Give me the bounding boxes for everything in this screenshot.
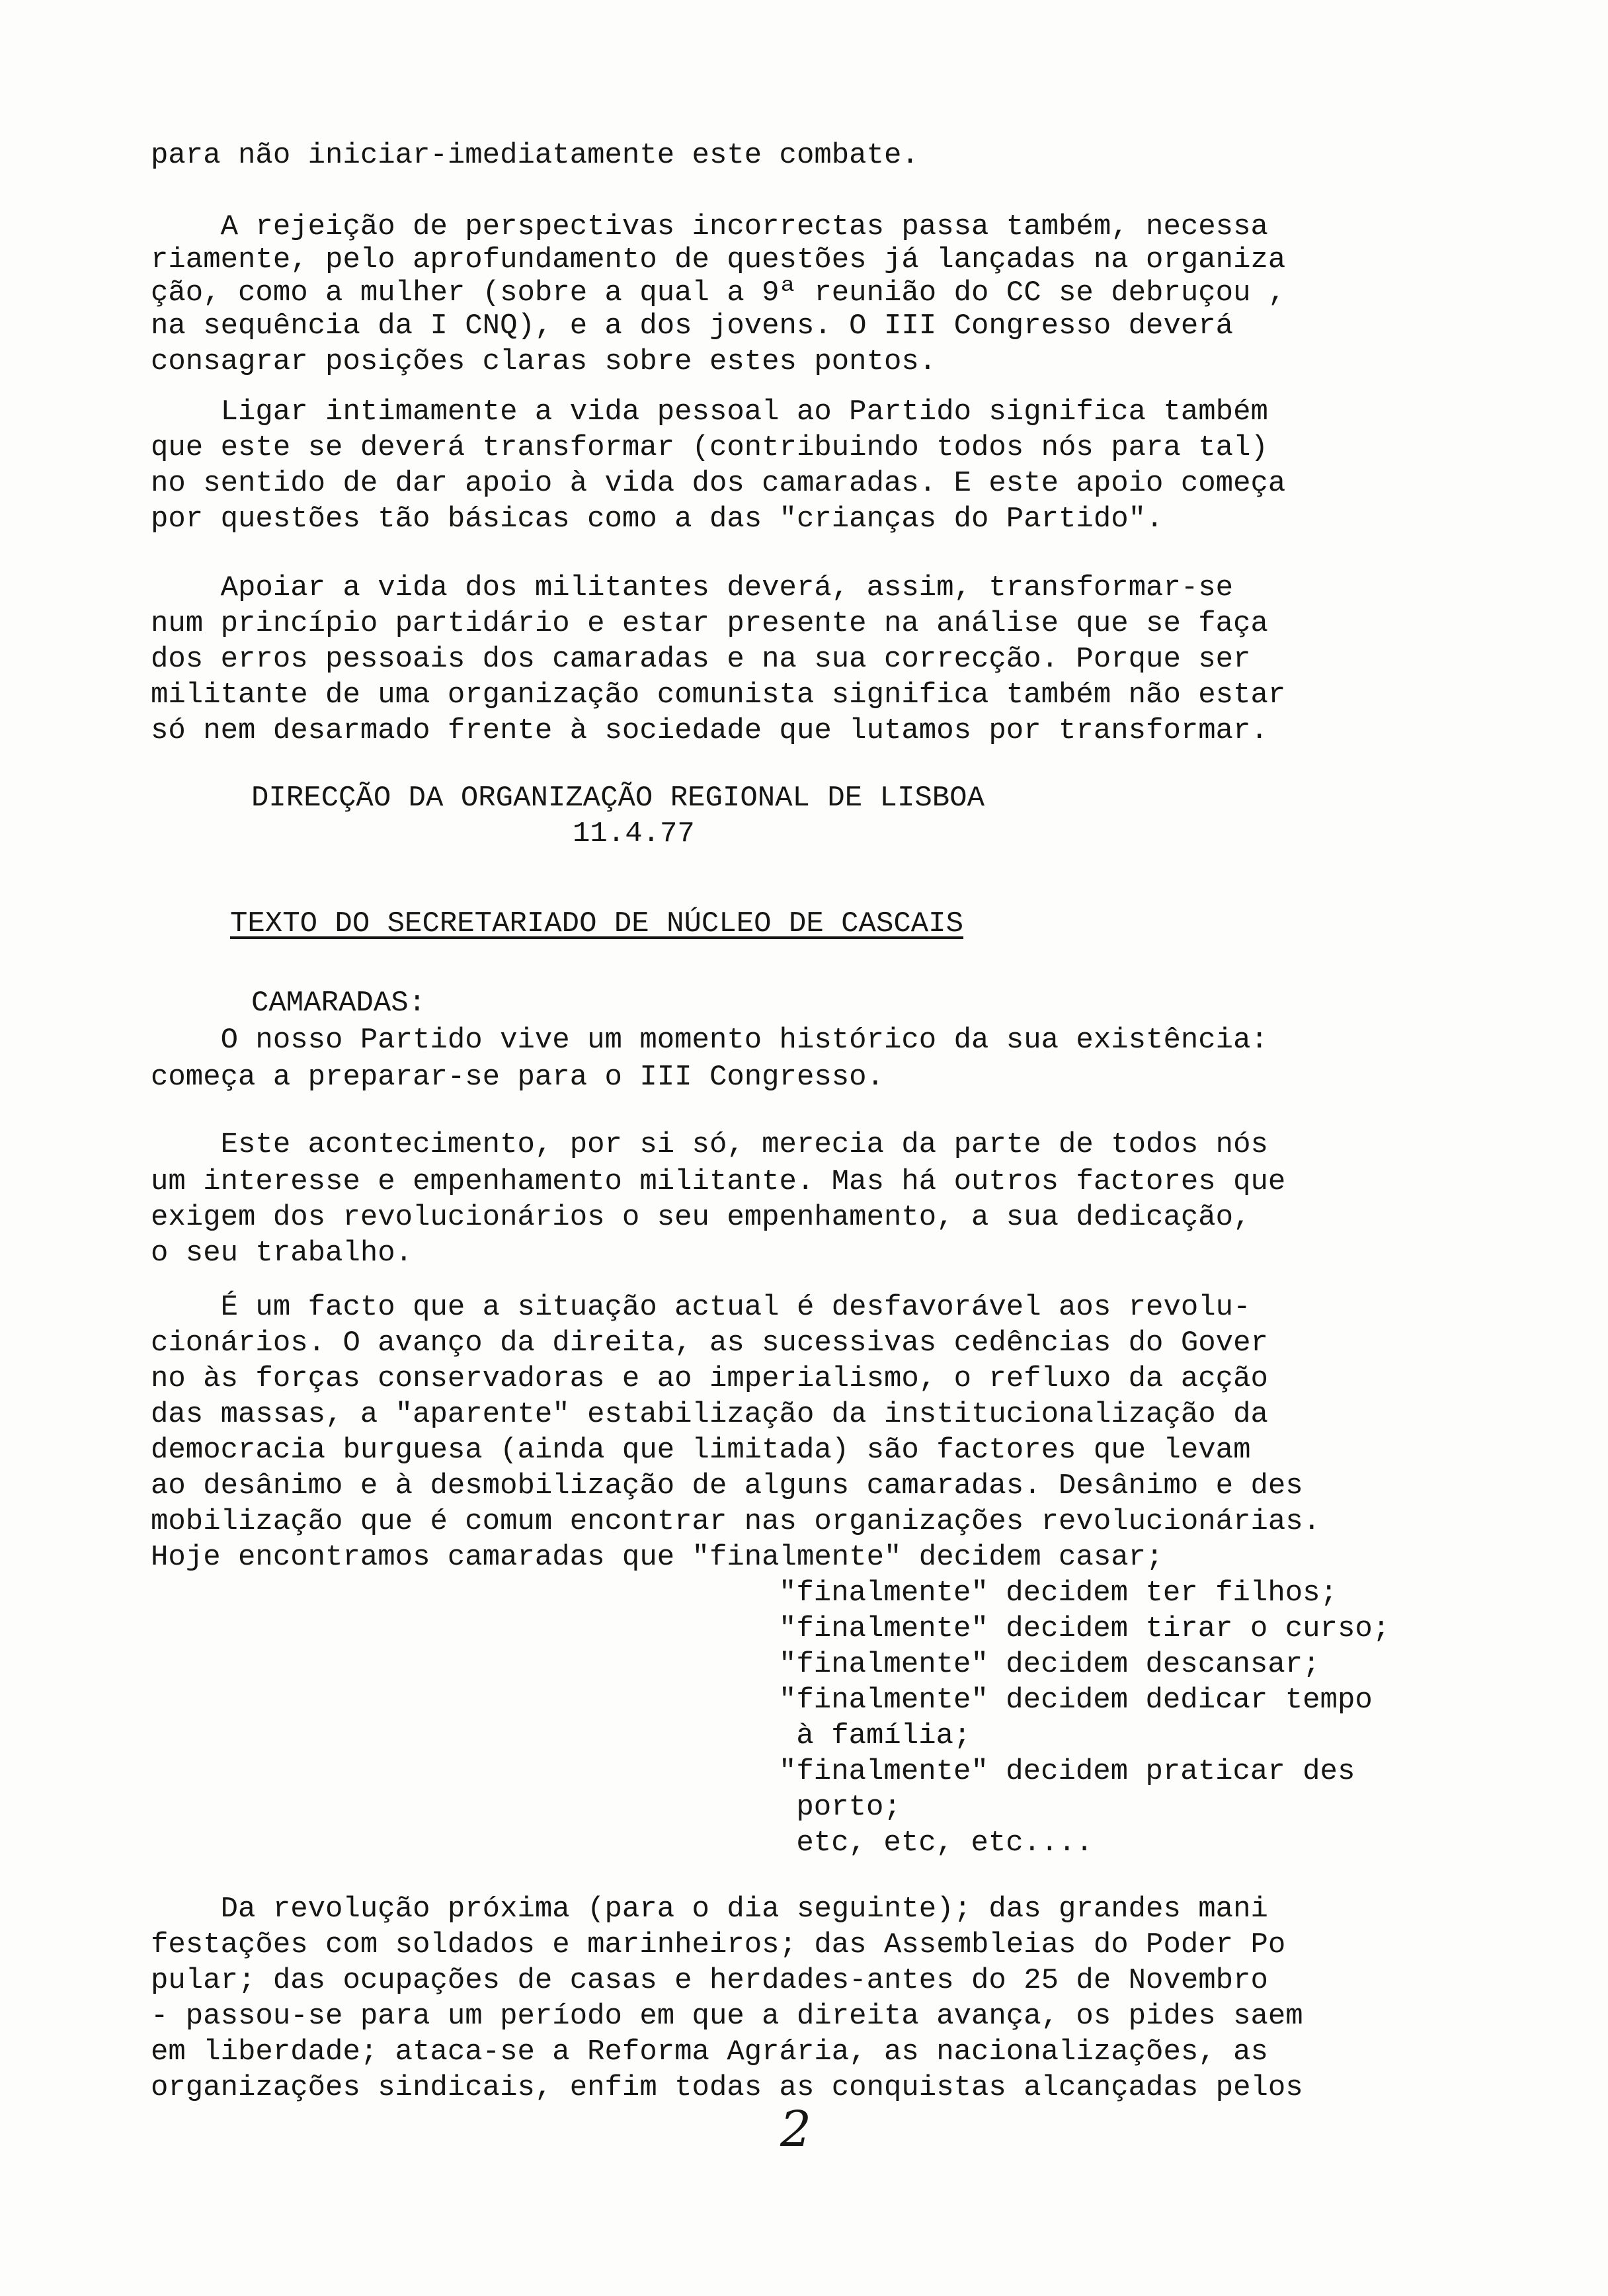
- list-item: "finalmente" decidem ter filhos;: [779, 1577, 1338, 1610]
- text-line: Ligar intimamente a vida pessoal ao Partido significa também: [151, 395, 1268, 429]
- text-line: o seu trabalho.: [151, 1237, 413, 1270]
- text-line: que este se deverá transformar (contribuindo todos nós para tal): [151, 431, 1268, 464]
- signature-date: 11.4.77: [573, 817, 695, 850]
- text-line: dos erros pessoais dos camaradas e na sua correcção. Porque ser: [151, 643, 1251, 676]
- text-line: por questões tão básicas como a das "crianças do Partido".: [151, 503, 1164, 536]
- text-line: um interesse e empenhamento militante. Mas há outros factores que: [151, 1165, 1286, 1198]
- list-item: "finalmente" decidem praticar des: [779, 1755, 1355, 1788]
- list-item: porto;: [779, 1791, 901, 1824]
- list-item: "finalmente" decidem tirar o curso;: [779, 1612, 1390, 1645]
- list-item: etc, etc, etc....: [779, 1826, 1094, 1860]
- list-item: à família;: [779, 1719, 971, 1752]
- text-line: Apoiar a vida dos militantes deverá, assim, transformar-se: [151, 571, 1234, 604]
- intro-line: para não iniciar-imediatamente este combate.: [151, 139, 919, 172]
- text-line: democracia burguesa (ainda que limitada) são factores que levam: [151, 1434, 1251, 1467]
- text-line: só nem desarmado frente à sociedade que lutamos por transformar.: [151, 714, 1268, 747]
- text-line: cionários. O avanço da direita, as sucessivas cedências do Gover: [151, 1327, 1268, 1360]
- text-line: no às forças conservadoras e ao imperialismo, o refluxo da acção: [151, 1362, 1268, 1395]
- text-line: na sequência da I CNQ), e a dos jovens. O III Congresso deverá: [151, 309, 1234, 343]
- text-line: começa a preparar-se para o III Congresso.: [151, 1061, 884, 1094]
- text-line: no sentido de dar apoio à vida dos camaradas. E este apoio começa: [151, 467, 1286, 500]
- text-line: militante de uma organização comunista significa também não estar: [151, 678, 1286, 712]
- section-title: TEXTO DO SECRETARIADO DE NÚCLEO DE CASCAIS: [230, 907, 963, 940]
- text-line: ao desânimo e à desmobilização de alguns camaradas. Desânimo e des: [151, 1469, 1303, 1502]
- text-line: Este acontecimento, por si só, merecia da parte de todos nós: [151, 1128, 1268, 1161]
- text-line: festações com soldados e marinheiros; das Assembleias do Poder Po: [151, 1928, 1286, 1961]
- page-number: 2: [780, 2101, 812, 2158]
- text-line: mobilização que é comum encontrar nas organizações revolucionárias.: [151, 1505, 1321, 1538]
- text-line: riamente, pelo aprofundamento de questões já lançadas na organiza: [151, 243, 1286, 276]
- text-line: O nosso Partido vive um momento histórico da sua existência:: [151, 1024, 1268, 1057]
- text-line: Da revolução próxima (para o dia seguinte); das grandes mani: [151, 1893, 1268, 1926]
- text-line: pular; das ocupações de casas e herdades-antes do 25 de Novembro: [151, 1964, 1268, 1997]
- list-item: "finalmente" decidem dedicar tempo: [779, 1684, 1373, 1717]
- text-line: das massas, a "aparente" estabilização da institucionalização da: [151, 1398, 1268, 1431]
- text-line: organizações sindicais, enfim todas as conquistas alcançadas pelos: [151, 2071, 1303, 2104]
- text-line: em liberdade; ataca-se a Reforma Agrária, as nacionalizações, as: [151, 2035, 1268, 2069]
- text-line: exigem dos revolucionários o seu empenhamento, a sua dedicação,: [151, 1201, 1251, 1234]
- text-line: num princípio partidário e estar presente na análise que se faça: [151, 607, 1268, 640]
- text-line: A rejeição de perspectivas incorrectas passa também, necessa: [151, 210, 1268, 243]
- text-line: - passou-se para um período em que a direita avança, os pides saem: [151, 2000, 1303, 2033]
- text-line: consagrar posições claras sobre estes pontos.: [151, 345, 937, 378]
- list-item: "finalmente" decidem descansar;: [779, 1648, 1320, 1681]
- text-line: ção, como a mulher (sobre a qual a 9ª reunião do CC se debruçou ,: [151, 276, 1286, 309]
- text-line: Hoje encontramos camaradas que "finalmente" decidem casar;: [151, 1541, 1164, 1574]
- signature-org: DIRECÇÃO DA ORGANIZAÇÃO REGIONAL DE LISBOA: [251, 782, 985, 815]
- text-line: É um facto que a situação actual é desfavorável aos revolu-: [151, 1291, 1251, 1324]
- salutation: CAMARADAS:: [251, 987, 426, 1020]
